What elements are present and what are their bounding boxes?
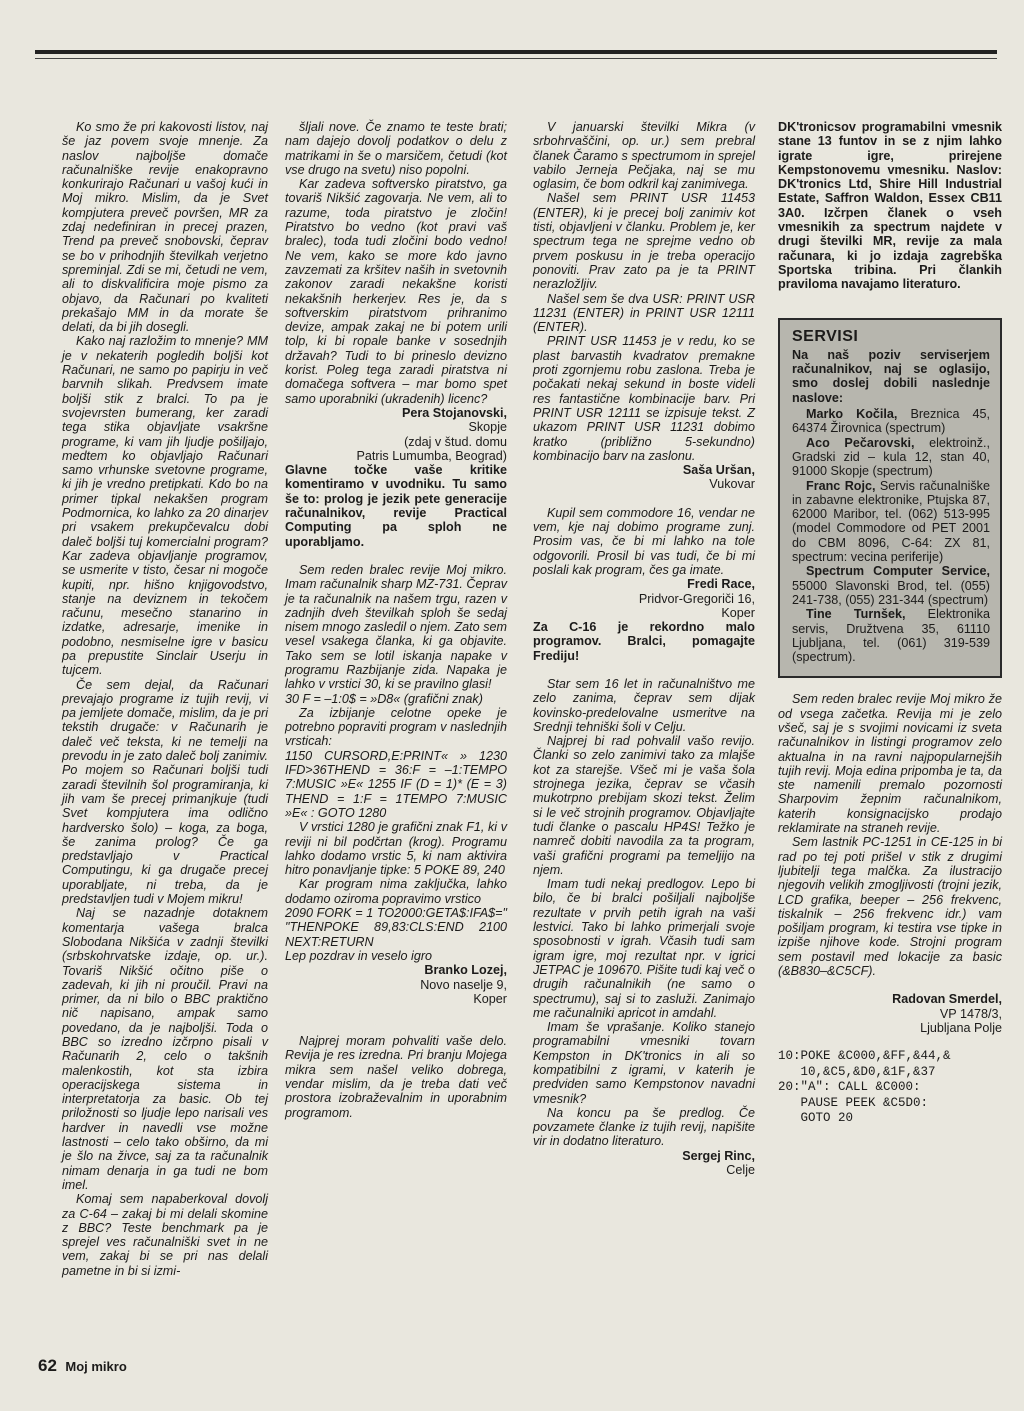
column-3 bbox=[533, 120, 755, 1177]
signature-rinc bbox=[533, 1149, 755, 1178]
paragraph: Za izbijanje celotne opeke je potrebno popraviti program v naslednjih vrsticah: bbox=[285, 705, 507, 749]
paragraph: Naj se nazadnje dotaknem komentarja vašega bralca Slobodana Nikšića v zadnji številki (srbskohrvatske izdaje, op. ur.). Tovariš Nikšić očitno piše o zadevah, ki jih ni proučil. Pravi na primer, da ni bilo o BBC praktično nič napisano, ampak samo povedano, da je najboljši. Toda o BBC so izredno izčrpno pisali v Računarih 2, celo o takšnih malenkostih, kot sta izbira operacijskega sistema in interpretatorja za basic. Ob tej priložnosti so ljudje lepo narisali ves hardver in navedli vse možne lastnosti – celo tako obširno, da mi je šlo na živce, saj za ta računalnik nimam denarja in ga tudi ne bom imel. bbox=[62, 906, 268, 1192]
paragraph: Najprej bi rad pohvalil vašo revijo. Članki so zelo zanimivi tako za mlajše kot za starejše. Všeč mi je vaša šola strojnega jezika, čeprav se včasih mukotrpno prebijam skozi tekst. Želim si le več strojnih programov. Objavljajte tudi članke o pascalu HP4S! Težko je namreč dobiti navodila za ta program, vaši grafični programi pa temeljijo na njem. bbox=[533, 734, 755, 877]
paragraph: Kako naj razložim to mnenje? MM je v nekaterih pogledih boljši kot Računari, ne samo po papirju in več barvnih slikah. Predvsem imate boljši stik z bralci. To pa je svojevrsten bumerang, ker zaradi tega stika objavljate vsakršne programe, ki vam jih ljudje pošiljajo, medtem ko objavljajo Računari samo vrhunske svetovne programe, ki jih je vredno pretipkati. Kdo bo na primer tipkal nekakšen program Podmornica, ko lahko za 20 dinarjev pri vsakem prekupčevalcu dobi daleč boljši tuj komercialni program? Kar zadeva objavljanje programov, se usmerite v tisto, česar ni mogoče kupiti, npr. hišno knjigovodstvo, stanje na deviznem in tekočem računu, mesečno stanarino in izdatke, adresarje, imenike in podobno, nesmiselne igre v basicu pa prepustite Sinclair Userju in tujcem. bbox=[62, 334, 268, 678]
page-footer bbox=[38, 1356, 127, 1376]
signature-line: Novo naselje 9, bbox=[420, 977, 507, 992]
service-details: Servis računalniške in zabavne elektronike, Ptujska 87, 62000 Maribor, tel. (062) 513-995 (model Commodore od PET 2001 do CBM 8096, C-64: ZX 81, spectrum: vecina periferije) bbox=[792, 478, 990, 565]
paragraph: V januarski številki Mikra (v srbohrvaščini, op. ur.) sem prebral članek Čaramo s spectrumom in sprejel vabilo Jerneja Pečjaka, naj se mu oglasim, če bom odkril kaj zanimivega. bbox=[533, 120, 755, 192]
editor-reply: Glavne točke vaše kritike komentiramo v uvodniku. Tu samo še to: prolog je jezik pete generacije računalnikov, revije Practical Computing pa sploh ne uporabljamo. bbox=[285, 463, 507, 549]
service-name: Spectrum Computer Service, bbox=[806, 564, 990, 579]
paragraph: šljali nove. Če znamo te teste brati; nam dajejo dovolj podatkov o delu z matrikami in še o marsičem, četudi (kot vse drugo na svetu) niso popolni. bbox=[285, 120, 507, 177]
service-details: 55000 Slavonski Brod, tel. (055) 241-738, (055) 231-344 (spectrum) bbox=[792, 578, 990, 607]
servisi-entry bbox=[792, 436, 990, 479]
signature-line: Patris Lumumba, Beograd) bbox=[356, 448, 507, 463]
paragraph: Imam še vprašanje. Koliko stanejo programabilni vmesniki tovarn Kempston in DK'tronics in ali so kompatibilni z igrami, v katerih je predviden samo Kempstonov navadni vmesnik? bbox=[533, 1020, 755, 1106]
page-number: 62 bbox=[38, 1356, 57, 1375]
column-1 bbox=[62, 120, 268, 1278]
paragraph: Če sem dejal, da Računari prevajajo programe iz tujih revij, vi pa jemljete domače, mislim, da je pri tekstih drugače: v Računarih je daleč več teksta, ki ne temelji na prevodu in je zato daleč bolj zanimiv. Po mojem so Računari boljši tudi zaradi številnih šol programiranja, ki jih vam še precej primanjkuje (tudi Svet kompjutera ima odlično hardversko šolo) – koga, za boga, še zanima prolog? Če ga predstavljajo v Practical Computingu, ki ga drugače precej uporabljate, ni treba, da je predstavljen tudi v Mojem mikru! bbox=[62, 677, 268, 907]
service-name: Tine Turnšek, bbox=[806, 607, 906, 622]
signature-line: VP 1478/3, bbox=[939, 1006, 1002, 1021]
paragraph: Sem reden bralec revije Moj mikro že od vsega začetka. Revija mi je zelo všeč, saj je s svojimi novicami iz sveta računalnikov in listingi programov zelo aktualna in na ravni najpopularnejših tujih revij. Moja edina pripomba je ta, da ste namenili premalo pozornosti Sharpovim žepnim računalnikom, katerih konsignacijsko prodajo reklamirate na straneh revije. bbox=[778, 692, 1002, 836]
paragraph: Kar program nima zaključka, lahko dodamo oziroma popravimo vrstico bbox=[285, 877, 507, 906]
paragraph: Kar zadeva softversko piratstvo, ga tovariš Nikšić zagovarja. Ne vem, ali to razume, toda piratstvo je zločin! Piratstvo bo vedno (kot pravi vaš bralec), toda tudi zločini bodo vedno! Ne vem, kako se more kdo javno zavzemati za kršitev naših in svetovnih zakonov zaradi nekakšne koristi nekakšnih herkerjev. Res je, da s softverskim piratstvom prihranimo devize, ampak zakaj ne bi potem urili tolp, ki bi ropale banke v sosednjih državah? Tudi to bi prineslo devizno korist. Poleg tega zaradi piratstva ni domačega softvera – mar bomo spet samo uporabniki (ukradenih) licenc? bbox=[285, 177, 507, 406]
column-4 bbox=[778, 120, 1002, 1127]
servisi-intro: Na naš poziv serviserjem računalnikov, naj se oglasijo, smo doslej dobili naslednje naslove: bbox=[792, 347, 990, 405]
service-details: Elektronika servis, Družtvena 35, 61110 Ljubljana, tel. (061) 319-539 (spectrum). bbox=[792, 607, 990, 665]
code-block: 2090 FORK = 1 TO2000:GETA$:IFA$=" "THENPOKE 89,83:CLS:END 2100 NEXT:RETURN bbox=[285, 906, 507, 949]
paragraph: Lep pozdrav in veselo igro bbox=[285, 948, 433, 963]
paragraph: Našel sem še dva USR: PRINT USR 11231 (ENTER) in PRINT USR 12111 (ENTER). bbox=[533, 291, 755, 335]
paragraph: Sem lastnik PC-1251 in CE-125 in bi rad po tej poti prišel v stik z drugimi ljubitelji tega malčka. Za ilustracijo njegovih velikih zmogljivosti (trojni jezik, LCD grafika, beeper – 256 frekvenc, tiskalnik – 256 frekvenc idr.) vam pošiljam program, ki testira vse tipke in izpiše njihove kode. Strojni program sem postavil med lokacije za basic (&B830–&C5CF). bbox=[778, 835, 1002, 979]
service-name: Franc Rojc, bbox=[806, 478, 876, 493]
top-rule bbox=[35, 50, 997, 54]
paragraph: V vrstici 1280 je grafični znak F1, ki v reviji ni bil podčrtan (krog). Programu lahko dodamo vrstic 5, ki nam aktivira hitro ponavljanje tipke: 5 POKE 89, 240 bbox=[285, 820, 507, 878]
signature-stojanovski bbox=[285, 406, 507, 463]
column-2 bbox=[285, 120, 507, 1120]
paragraph: Našel sem PRINT USR 11453 (ENTER), ki je precej bolj zanimiv kot tisti, objavljeni v članku. Problem je, ker spectrum tega ne sprejme vedno ob prvem poskusu in je treba operacijo ponoviti. Prav zato pa je ta PRINT nerazložljiv. bbox=[533, 191, 755, 292]
paragraph: Kupil sem commodore 16, vendar ne vem, kje naj dobimo programe zunj. Prosim vas, če bi mi lahko na tole odgovorili. Prosil bi vas tudi, če bi mi poslali kak program, čes ga imate. bbox=[533, 505, 755, 577]
signature-name: Branko Lozej, bbox=[424, 963, 507, 978]
code-block: 1150 CURSORD,E:PRINT« » 1230 IFD>36THEND = 36:F = –1:TEMPO 7:MUSIC »E« 1255 IF (D = 1)* (E = 3) THEND = 1:F = 1TEMPO 7:MUSIC »E« : GOTO 1280 bbox=[285, 748, 507, 820]
signature-line: Pridvor-Gregoriči 16, bbox=[638, 591, 755, 606]
signature-smerdel bbox=[778, 992, 1002, 1035]
basic-listing: 10:POKE &C000,&FF,&44,& 10,&C5,&D0,&1F,&37 20:"A": CALL &C000: PAUSE PEEK &C5D0: GOTO 20 bbox=[778, 1049, 951, 1126]
signature-name: Radovan Smerdel, bbox=[892, 992, 1002, 1007]
signature-lozej bbox=[285, 963, 507, 1006]
service-details: Breznica 45, 64374 Žirovnica (spectrum) bbox=[792, 407, 990, 436]
signature-name: Pera Stojanovski, bbox=[402, 405, 507, 420]
signature-line: Koper bbox=[473, 991, 507, 1006]
signature-race bbox=[533, 577, 755, 620]
signature-line: Skopje bbox=[468, 420, 507, 435]
paragraph: Na koncu pa še predlog. Če povzamete članke iz tujih revij, napišite vir in dodatno literaturo. bbox=[533, 1105, 755, 1149]
signature-ursan bbox=[533, 463, 755, 492]
signature-line: Ljubljana Polje bbox=[920, 1020, 1002, 1035]
servisi-entry bbox=[792, 407, 990, 436]
paragraph: Sem reden bralec revije Moj mikro. Imam računalnik sharp MZ-731. Čeprav je ta računalnik na našem trgu, razen v zadnjih dveh številkah sploh še sedaj nisem mnogo zasledil o njem. Zato sem vesel vsakega članka, ki ga objavite. Tako sem se lotil iskanja napake v programu Razbijanje zida. Napaka je lahko v vrstici 30, ki se pravilno glasi! bbox=[285, 562, 507, 692]
magazine-name: Moj mikro bbox=[65, 1359, 127, 1374]
paragraph: Komaj sem napaberkoval dovolj za C-64 – zakaj bi mi delali skomine z BBC? Teste benchmark pa je sprejel ves računalniški svet in ne vem, zakaj bi se pri nas delali pametne in bi si izmi- bbox=[62, 1192, 268, 1278]
service-name: Aco Pečarovski, bbox=[806, 435, 915, 450]
servisi-title: SERVISI bbox=[792, 327, 859, 345]
editor-reply: Za C-16 je rekordno malo programov. Bralci, pomagajte Frediju! bbox=[533, 620, 755, 663]
servisi-entry bbox=[792, 607, 990, 664]
servisi-entry bbox=[792, 564, 990, 607]
signature-name: Sergej Rinc, bbox=[682, 1148, 755, 1163]
signature-name: Saša Uršan, bbox=[682, 463, 755, 478]
servisi-entry bbox=[792, 479, 990, 565]
editor-reply-dktronics: DK'tronicsov programabilni vmesnik stane 13 funtov in se z njim lahko igrate igre, prirejene Kempstonovemu vmesniku. Naslov: DK'tronics Ltd, Shire Hill Industrial Estate, Saffron Waldon, Essex CB11 3A0. Izčrpen članek o vseh vmesnikih za spectrum najdete v drugi številki MR, revije za mala računara, ki jo izdaja zagrebška Sportska tribina. Pri člankih praviloma navajamo literaturo. bbox=[778, 120, 1002, 292]
service-details: elektroinž., Gradski zid – kula 12, stan 40, 91000 Skopje (spectrum) bbox=[792, 435, 990, 479]
paragraph: PRINT USR 11453 je v redu, ko se plast barvastih kvadratov premakne proti zgornjemu robu zaslona. Treba je počakati nekaj sekund in boste videli res fantastične kombinacije barv. Pri PRINT USR 12111 se izpisuje tekst. Z ukazom PRINT USR 11231 dobimo kratko (približno 5-sekundno) kombinacijo barv na zaslonu. bbox=[533, 334, 755, 463]
signature-line: Koper bbox=[721, 605, 755, 620]
top-rule-thin bbox=[35, 58, 997, 59]
service-name: Marko Kočila, bbox=[806, 407, 898, 422]
paragraph: Ko smo že pri kakovosti listov, naj še jaz povem svoje mnenje. Za naslov najboljše domače računalniške revije enakopravno konkurirajo Računari u vašoj kući in Moj mikro. Mislim, da je Svet kompjutera preveč površen, MR za zdaj nedefiniran in precej prazen, Trend pa preveč snobovski, čeprav se bo v prihodnjih številkah verjetno spreminjal. Zdi se mi, četudi ne vem, ali to diskvalificira moje pismo za objavo, da Računari po kvaliteti prekašajo MM in da morate še delati, da bi jih dosegli. bbox=[62, 120, 268, 335]
paragraph: Imam tudi nekaj predlogov. Lepo bi bilo, če bi bralci pošiljali najboljše rezultate v prvih petih igrah na vaši lestvici. Tako bi lahko primerjali svoje sposobnosti v igrah. Včasih tudi sam igram igre, moj rezultat npr. v igrici JETPAC je 109670. Pišite tudi kaj več o drugih računalnikih (ne samo o spectrumu), saj si to zasluži. Zanimajo me računalniki apricot in amdahl. bbox=[533, 877, 755, 1020]
signature-line: Vukovar bbox=[709, 477, 755, 492]
code-line: 30 F = –1:0$ = »D8« (grafični znak) bbox=[285, 691, 483, 706]
signature-name: Fredi Race, bbox=[687, 577, 755, 592]
paragraph: Star sem 16 let in računalništvo me zelo zanima, čeprav sem dijak kovinsko-predelovalne usmeritve na Srednji tehniški šoli v Celju. bbox=[533, 676, 755, 734]
paragraph: Najprej moram pohvaliti vaše delo. Revija je res izredna. Pri branju Mojega mikra sem našel veliko dobrega, vendar mislim, da je treba dati več prostora izobraževalnim in uporabnim programom. bbox=[285, 1034, 507, 1120]
servisi-box bbox=[778, 318, 1002, 679]
signature-line: Celje bbox=[726, 1163, 755, 1178]
signature-line: (zdaj v štud. domu bbox=[404, 434, 507, 449]
